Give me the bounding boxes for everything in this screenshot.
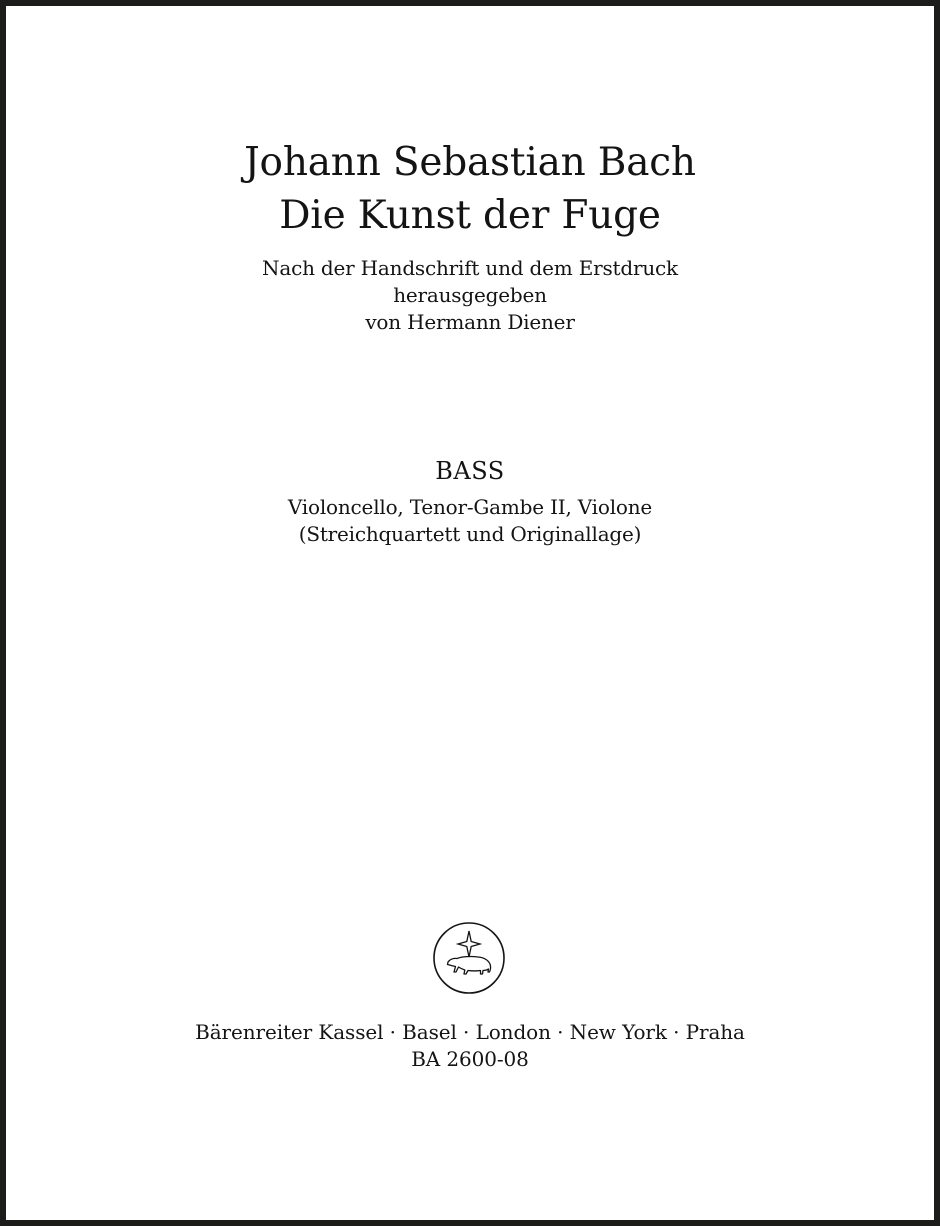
catalog-number: BA 2600-08 [411, 1047, 529, 1071]
part-arrangement: (Streichquartett und Originallage) [298, 522, 642, 546]
subtitle-edited: herausgegeben [393, 283, 547, 307]
composer-name: Johann Sebastian Bach [244, 140, 696, 185]
publisher-cities: Bärenreiter Kassel · Basel · London · New York · Praha [195, 1020, 745, 1044]
part-name: BASS [435, 457, 505, 485]
subtitle-editor: von Hermann Diener [365, 310, 575, 334]
part-instruments: Violoncello, Tenor-Gambe II, Violone [287, 495, 653, 519]
baerenreiter-logo-icon [431, 920, 507, 996]
title-page [6, 6, 934, 1220]
work-title: Die Kunst der Fuge [279, 193, 661, 238]
subtitle-source: Nach der Handschrift und dem Erstdruck [262, 256, 678, 280]
